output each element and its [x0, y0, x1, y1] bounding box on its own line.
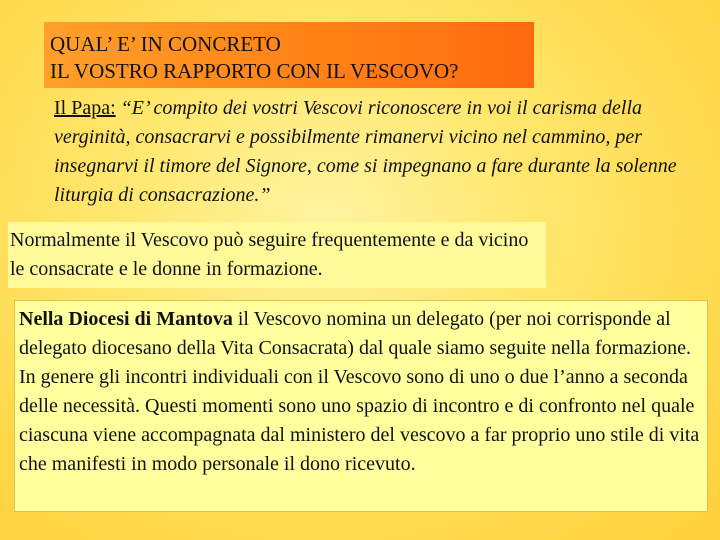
paragraph-box-2	[14, 300, 708, 512]
paragraph-box-1	[8, 222, 546, 288]
paragraph-1-text: Normalmente il Vescovo può seguire frequentemente e da vicino le consacrate e le donne in formazione.	[10, 229, 529, 280]
paragraph-2-bold: Nella Diocesi di Mantova	[19, 308, 233, 330]
quote-lead: Il Papa:	[54, 97, 116, 119]
quote-text: “E’ compito dei vostri Vescovi riconoscere in voi il carisma della verginità, consacrarvi e possibilmente rimanervi vicino nel cammino, per insegnarvi il timore del Signore, come si impegnano a fare durante la solenne liturgia di consacrazione.”	[54, 97, 677, 206]
pope-quote	[54, 94, 694, 224]
title-line-2: IL VOSTRO RAPPORTO CON IL VESCOVO?	[50, 59, 459, 83]
slide-title	[50, 31, 458, 85]
paragraph-2-text: il Vescovo nomina un delegato (per noi corrisponde al delegato diocesano della Vita Consacrata) dal quale siamo seguite nella formazione. In genere gli incontri individuali con il Vescovo sono di uno o due l’anno a seconda delle necessità. Questi momenti sono uno spazio di incontro e di confronto nel quale ciascuna viene accompagnata dal ministero del vescovo a far proprio uno stile di vita che manifesti in modo personale il dono ricevuto.	[19, 308, 700, 475]
title-line-1: QUAL’ E’ IN CONCRETO	[50, 32, 281, 56]
